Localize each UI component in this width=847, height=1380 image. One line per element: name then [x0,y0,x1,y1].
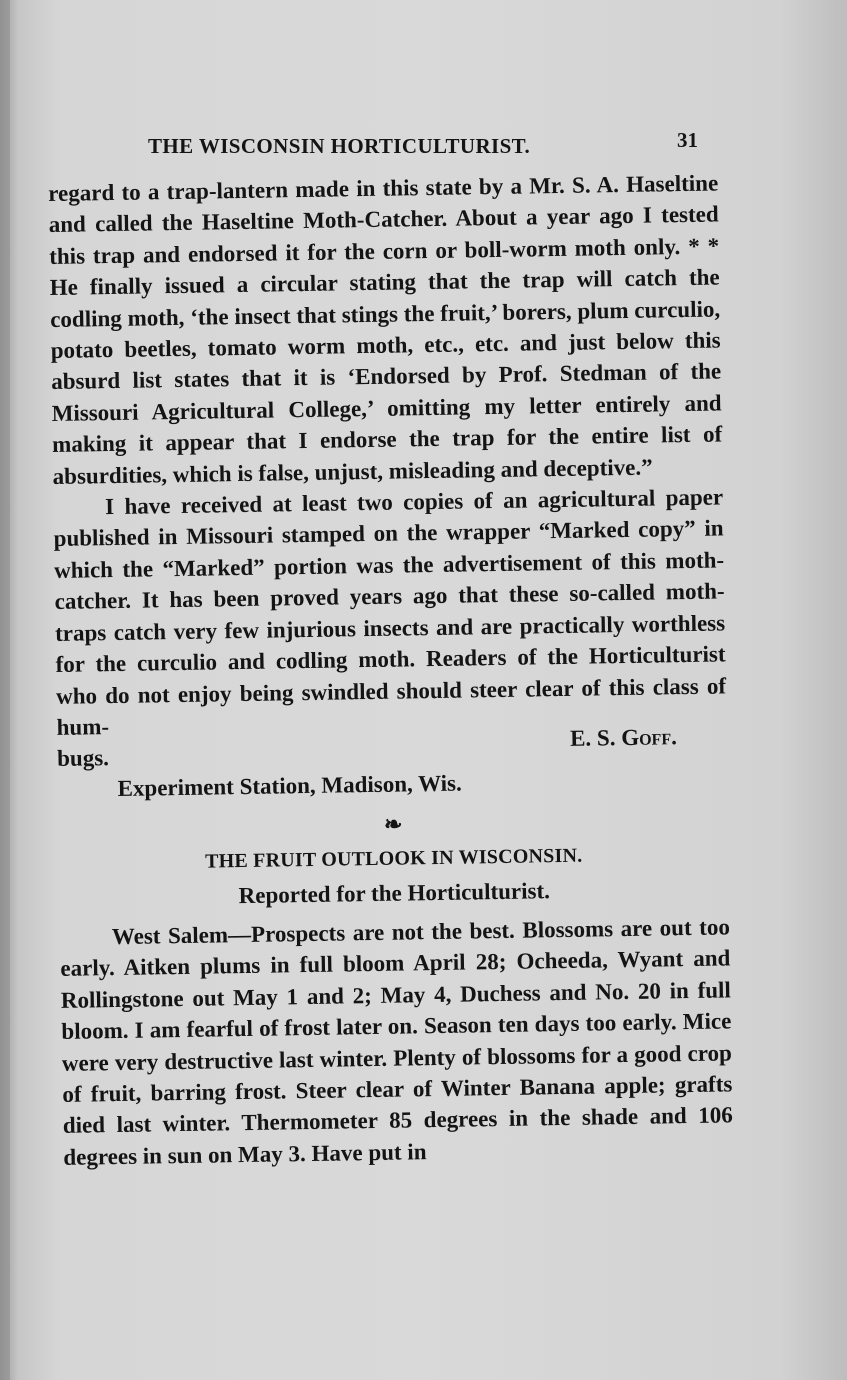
page-header [148,128,708,158]
body-text [48,167,734,1173]
section-subtitle: Reported for the Horticulturist. [238,877,551,908]
author-signature: E. S. Goff. [569,724,678,752]
page-spine-shadow [0,0,10,1380]
page-number: 31 [677,128,698,152]
paragraph-west-salem: West Salem—Prospects are not the best. Blossoms are out too early. Aitken plums in full bloom April 28; Ocheeda, Wyant and Rollingstone out May 1 and 2; May 4, Duchess and No. 20 in full bloom. I am fearful of frost later on. Season ten days too early. Mice were very destructive last winter. Plenty of blossoms for a good crop of fruit, barring frost. Steer clear of Winter Banana apple; grafts died last winter. Thermometer 85 degrees in the shade and 106 degrees in sun on May 3. Have put in [60,914,734,1170]
paragraph-continued: regard to a trap-lantern made in this state by a Mr. S. A. Haseltine and called the Haseltine Moth-Catcher. About a year ago I tested this trap and endorsed it for the corn or boll-worm moth only. * * He finally issued a circular stating that the trap will catch the codling moth, ‘the insect that stings the fruit,’ borers, plum curculio, potato beetles, tomato worm moth, etc., etc. and just below this absurd list states that it is ‘Endorsed by Prof. Stedman of the Missouri Agricultural College,’ omitting my letter entirely and making it appear that I endorse the trap for the entire list of absurdities, which is false, unjust, misleading and deceptive.” [48,170,723,489]
fleuron-ornament-icon: ❧ [383,811,403,837]
section-title: THE FRUIT OUTLOOK IN WISCONSIN. [204,844,583,873]
paragraph-last-word: bugs. [56,745,110,772]
paragraph-marked-copy: I have received at least two copies of an agricultural paper published in Missouri stamped on the wrapper “Marked copy” in which the “Marked” portion was the advertisement of this moth-catcher. It has been proved years ago that these so-called moth-traps catch very few injurious insects and are practically worthless for the curculio and codling moth. Readers of the Horticulturist who do not enjoy being swindled should steer clear of this class of hum- [53,484,727,740]
station-line: Experiment Station, Madison, Wis. [117,770,462,802]
running-title: THE WISCONSIN HORTICULTURIST. [148,134,531,158]
